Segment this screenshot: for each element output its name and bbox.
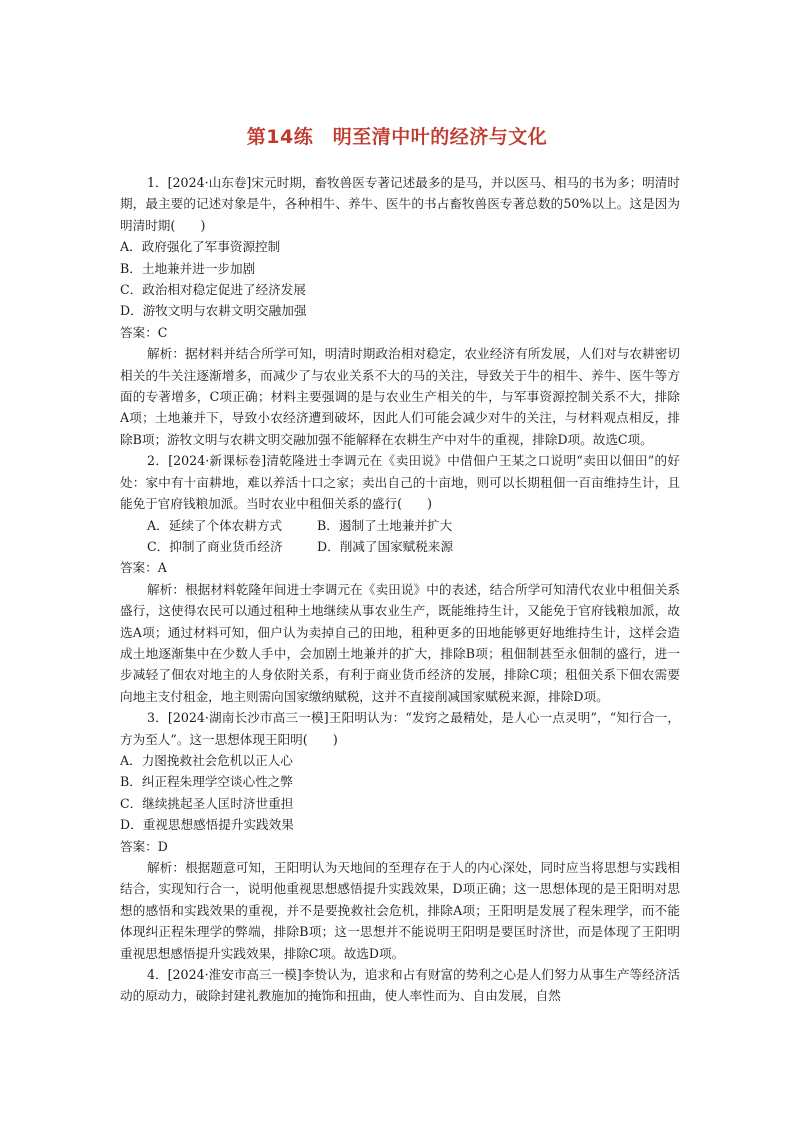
question-stem: 3．[2024·湖南长沙市高三一模]王阳明认为：“发窍之最精处，是人心一点灵明”，“知行合一，方为至人”。这一思想体现王阳明( ) <box>120 710 680 747</box>
answer: 答案：A <box>120 560 167 576</box>
option-b: B．遏制了土地兼并扩大 <box>317 517 453 533</box>
question-3 <box>120 707 680 964</box>
question-4 <box>120 964 680 1007</box>
question-stem: 2．[2024·新课标卷]清乾隆进士李调元在《卖田说》中借佃户王某之口说明“卖田以佃田”的好处：家中有十亩耕地，难以养活十口之家；卖出自己的十亩地，则可以长期租佃一百亩维持生计，且能免于官府钱粮加派。当时农业中租佃关系的盛行( ) <box>120 453 680 512</box>
option-d: D．削减了国家赋税来源 <box>317 538 454 554</box>
option-c: C．抑制了商业货币经济 <box>147 538 283 554</box>
options-row <box>120 536 680 557</box>
analysis: 解析：根据材料乾隆年间进士李调元在《卖田说》中的表述，结合所学可知清代农业中租佃关系盛行，这使得农民可以通过租种土地继续从事农业生产，既能维持生计，又能免于官府钱粮加派，故选A项；通过材料可知，佃户认为卖掉自己的田地，租种更多的田地能够更好地维持生计，这样会造成土地逐渐集中在少数人手中，会加剧土地兼并的扩大，排除B项；租佃制甚至永佃制的盛行，进一步减轻了佃农对地主的人身依附关系，有利于商业货币经济的发展，排除C项；租佃关系下佃农需要向地主支付租金，地主则需向国家缴纳赋税，这并不直接削减国家赋税来源，排除D项。 <box>120 581 680 704</box>
option-a: A．力图挽救社会危机以正人心 <box>120 752 293 768</box>
option-b: B．土地兼并进一步加剧 <box>120 260 256 276</box>
option-c: C．继续挑起圣人匡时济世重担 <box>120 795 294 811</box>
question-1 <box>120 172 680 450</box>
option-b: B．纠正程朱理学空谈心性之弊 <box>120 774 293 790</box>
answer: 答案：C <box>120 324 168 340</box>
page-title: 第14练 明至清中叶的经济与文化 <box>246 126 548 148</box>
option-a: A．政府强化了军事资源控制 <box>120 239 281 255</box>
option-a: A．延续了个体农耕方式 <box>147 517 283 533</box>
answer: 答案：D <box>120 838 168 854</box>
question-list <box>120 172 680 1007</box>
options-row <box>120 515 680 536</box>
analysis: 解析：据材料并结合所学可知，明清时期政治相对稳定，农业经济有所发展，人们对与农耕密切相关的牛关注逐渐增多，而减少了与农业关系不大的马的关注，导致关于牛的相牛、养牛、医牛等方面的专著增多，C项正确；材料主要强调的是与农业生产相关的牛，与军事资源控制关系不大，排除A项；土地兼并下，导致小农经济遭到破坏，因此人们可能会减少对牛的关注，与材料观点相反，排除B项；游牧文明与农耕文明交融加强不能解释在农耕生产中对牛的重视，排除D项。故选C项。 <box>120 346 680 447</box>
option-d: D．重视思想感悟提升实践效果 <box>120 817 294 833</box>
question-2 <box>120 450 680 707</box>
option-d: D．游牧文明与农耕文明交融加强 <box>120 303 307 319</box>
question-stem: 1．[2024·山东卷]宋元时期，畜牧兽医专著记述最多的是马，并以医马、相马的书为多；明清时期，最主要的记述对象是牛，各种相牛、养牛、医牛的书占畜牧兽医专著总数的50%以上。这是因为明清时期( ) <box>120 175 680 233</box>
option-c: C．政治相对稳定促进了经济发展 <box>120 282 306 298</box>
question-stem: 4．[2024·淮安市高三一模]李贽认为，追求和占有财富的势利之心是人们努力从事生产等经济活动的原动力，破除封建礼教施加的掩饰和扭曲，使人率性而为、自由发展，自然 <box>120 967 680 1004</box>
analysis: 解析：根据题意可知，王阳明认为天地间的至理存在于人的内心深处，同时应当将思想与实践相结合，实现知行合一，说明他重视思想感悟提升实践效果，D项正确；这一思想体现的是王阳明对思想的感悟和实践效果的重视，并不是要挽救社会危机，排除A项；王阳明是发展了程朱理学，而不能体现纠正程朱理学的弊端，排除B项；这一思想并不能说明王阳明是要匡时济世，而是体现了王阳明重视思想感悟提升实践效果，排除C项。故选D项。 <box>120 860 680 961</box>
